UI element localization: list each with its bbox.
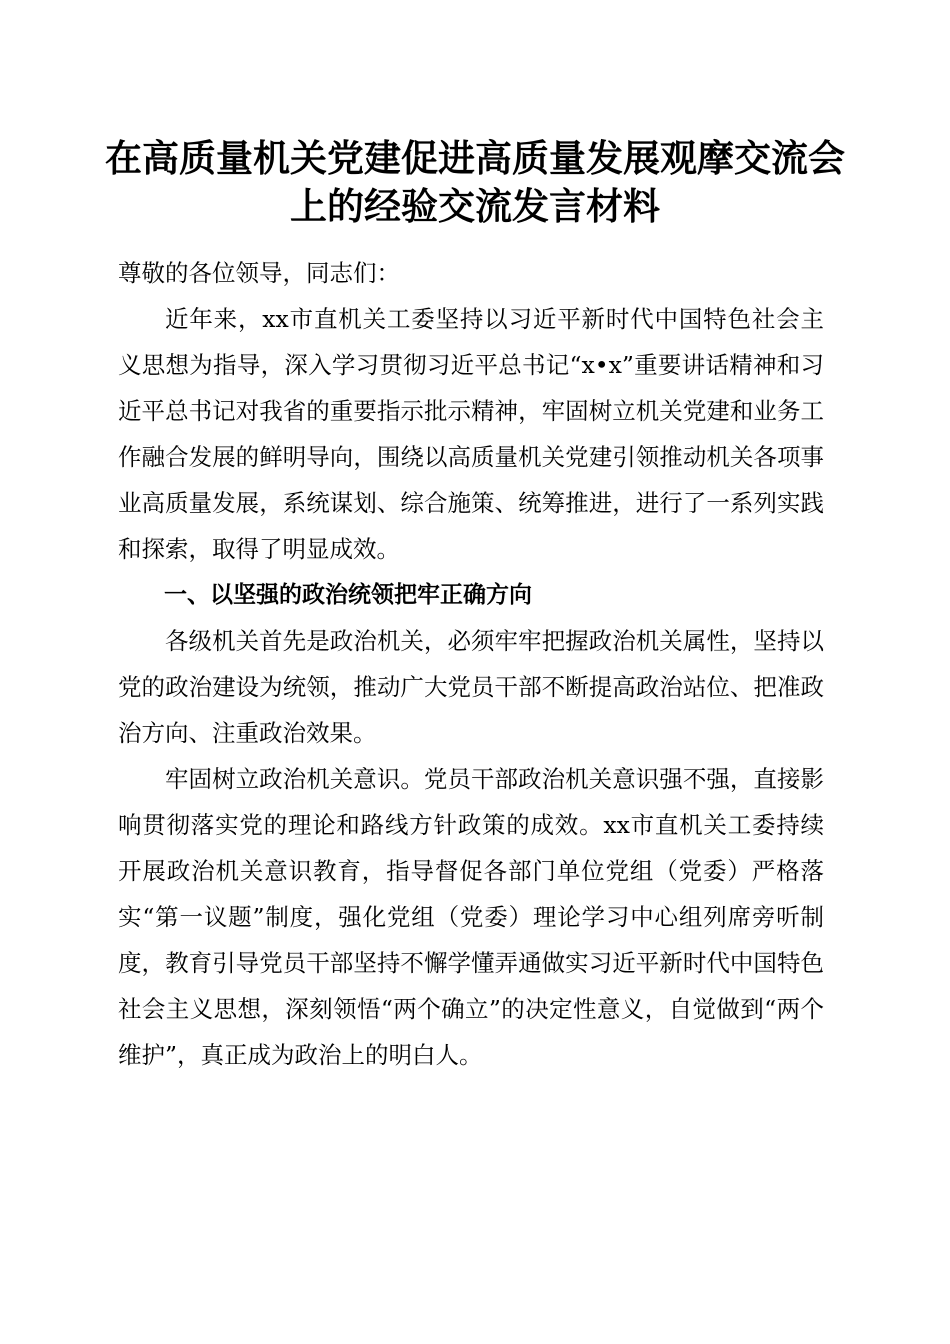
section-1-paragraph-1: 各级机关首先是政治机关，必须牢牢把握政治机关属性，坚持以党的政治建设为统领，推动广大党员干部不断提高政治站位、把准政治方向、注重政治效果。: [118, 627, 824, 747]
salutation: 尊敬的各位领导，同志们：: [118, 259, 400, 287]
title-line-2: 上的经验交流发言材料: [290, 184, 660, 228]
section-heading-1: 一、以坚强的政治统领把牢正确方向: [164, 582, 532, 608]
section-1-paragraph-2: 牢固树立政治机关意识。党员干部政治机关意识强不强，直接影响贯彻落实党的理论和路线方针政策的成效。xx市直机关工委持续开展政治机关意识教育，指导督促各部门单位党组（党委）严格落实“第一议题”制度，强化党组（党委）理论学习中心组列席旁听制度，教育引导党员干部坚持不懈学懂弄通做实习近平新时代中国特色社会主义思想，深刻领悟“两个确立”的决定性意义，自觉做到“两个维护”，真正成为政治上的明白人。: [118, 765, 824, 1069]
document-body: [118, 250, 824, 1078]
document-title: [100, 134, 850, 230]
title-line-1: 在高质量机关党建促进高质量发展观摩交流会: [105, 136, 845, 180]
intro-paragraph: 近年来，xx市直机关工委坚持以习近平新时代中国特色社会主义思想为指导，深入学习贯彻习近平总书记“x•x”重要讲话精神和习近平总书记对我省的重要指示批示精神，牢固树立机关党建和业务工作融合发展的鲜明导向，围绕以高质量机关党建引领推动机关各项事业高质量发展，系统谋划、综合施策、统筹推进，进行了一系列实践和探索，取得了明显成效。: [118, 305, 824, 563]
